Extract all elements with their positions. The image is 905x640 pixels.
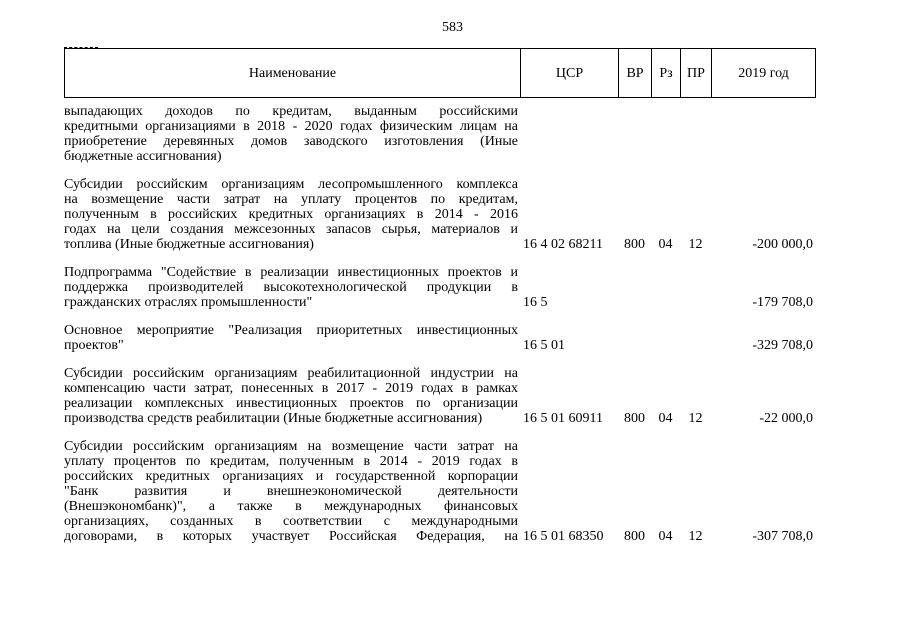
row-pr-code xyxy=(680,323,711,353)
row-pr-code: 12 xyxy=(688,411,703,426)
row-vr-code xyxy=(618,265,651,310)
row-pr-code xyxy=(680,104,711,164)
row-name-line: Основное мероприятие "Реализация приоритетных инвестиционных xyxy=(64,323,518,338)
table-row xyxy=(64,323,815,353)
row-spacer xyxy=(64,164,815,177)
row-csr-code: 16 5 01 68350 xyxy=(523,529,604,544)
row-rz-code xyxy=(651,265,680,310)
row-name-line: Субсидии российским организациям на возмещение части затрат на xyxy=(64,439,518,454)
page-number: 583 xyxy=(442,20,463,35)
row-vr-code: 800 xyxy=(624,411,645,426)
row-rz-code: 04 xyxy=(658,237,673,252)
row-name-line: (Внешэкономбанк)", а также в международных финансовых xyxy=(64,499,518,514)
row-name-line: выпадающих доходов по кредитам, выданным российскими xyxy=(64,104,518,119)
row-pr-code xyxy=(680,265,711,310)
row-pr-code: 12 xyxy=(688,529,703,544)
column-header-rz: Рз xyxy=(652,49,681,98)
row-name-line: бюджетные ассигнования) xyxy=(64,149,222,164)
row-amount: -200 000,0 xyxy=(752,237,813,252)
column-header-csr: ЦСР xyxy=(521,49,619,98)
row-name-line: кредитными организациями в 2018 - 2020 годах физическим лицам на xyxy=(64,119,518,134)
row-amount: -329 708,0 xyxy=(752,338,813,353)
column-header-vr: ВР xyxy=(619,49,652,98)
row-name xyxy=(64,265,520,310)
budget-table-body xyxy=(64,104,815,544)
row-amount: -22 000,0 xyxy=(759,411,813,426)
row-name-line: на возмещение части затрат на уплату процентов по кредитам, xyxy=(64,192,518,207)
row-name-line: компенсацию части затрат, понесенных в 2017 - 2019 годах в рамках xyxy=(64,381,518,396)
row-rz-code: 04 xyxy=(658,529,673,544)
row-name-line: договорами, в которых участвует Российская Федерация, на xyxy=(64,529,518,544)
row-amount: -307 708,0 xyxy=(752,529,813,544)
row-name-line: российских кредитных организациях и государственной корпорации xyxy=(64,469,518,484)
row-name xyxy=(64,104,520,164)
row-vr-code: 800 xyxy=(624,237,645,252)
column-header-name: Наименование xyxy=(65,49,521,98)
row-name-line: гражданских отраслях промышленности" xyxy=(64,295,313,310)
table-row xyxy=(64,104,815,164)
row-csr-code: 16 5 xyxy=(523,295,548,310)
row-amount xyxy=(711,104,815,164)
column-header-pr: ПР xyxy=(681,49,712,98)
row-spacer xyxy=(64,353,815,366)
row-name-line: уплату процентов по кредитам, полученным в 2014 - 2019 годах в xyxy=(64,454,518,469)
table-row xyxy=(64,265,815,310)
row-name-line: организациях, созданных в соответствии с международными xyxy=(64,514,518,529)
table-row xyxy=(64,439,815,544)
row-name-line: приобретение деревянных домов заводского изготовления (Иные xyxy=(64,134,518,149)
row-name-line: "Банк развития и внешнеэкономической деятельности xyxy=(64,484,518,499)
row-name-line: производства средств реабилитации (Иные бюджетные ассигнования) xyxy=(64,411,483,426)
row-vr-code xyxy=(618,104,651,164)
row-csr-code: 16 5 01 xyxy=(523,338,565,353)
row-name-line: годах на цели создания межсезонных запасов сырья, материалов и xyxy=(64,222,518,237)
row-name xyxy=(64,323,520,353)
row-name-line: Субсидии российским организациям лесопромышленного комплекса xyxy=(64,177,518,192)
row-name-line: поддержка производителей высокотехнологической продукции в xyxy=(64,280,518,295)
row-vr-code xyxy=(618,323,651,353)
budget-table-header xyxy=(64,48,816,98)
row-name-line: полученным в российских кредитных организациях в 2014 - 2016 xyxy=(64,207,518,222)
row-spacer xyxy=(64,426,815,439)
row-csr-code: 16 5 01 60911 xyxy=(523,411,603,426)
row-pr-code: 12 xyxy=(688,237,703,252)
row-name-line: реализации комплексных инвестиционных проектов по организации xyxy=(64,396,518,411)
row-name-line: Субсидии российским организациям реабилитационной индустрии на xyxy=(64,366,518,381)
table-row xyxy=(64,366,815,426)
row-name-line: проектов" xyxy=(64,338,124,353)
row-spacer xyxy=(64,310,815,323)
row-name xyxy=(64,439,520,544)
row-name-line: топлива (Иные бюджетные ассигнования) xyxy=(64,237,314,252)
row-csr-code: 16 4 02 68211 xyxy=(523,237,603,252)
row-amount: -179 708,0 xyxy=(752,295,813,310)
column-header-year: 2019 год xyxy=(712,49,816,98)
table-row xyxy=(64,177,815,252)
row-name xyxy=(64,177,520,252)
row-rz-code xyxy=(651,104,680,164)
row-spacer xyxy=(64,252,815,265)
row-vr-code: 800 xyxy=(624,529,645,544)
row-rz-code: 04 xyxy=(658,411,673,426)
row-name xyxy=(64,366,520,426)
row-csr-code xyxy=(520,104,618,164)
row-name-line: Подпрограмма "Содействие в реализации инвестиционных проектов и xyxy=(64,265,518,280)
row-rz-code xyxy=(651,323,680,353)
